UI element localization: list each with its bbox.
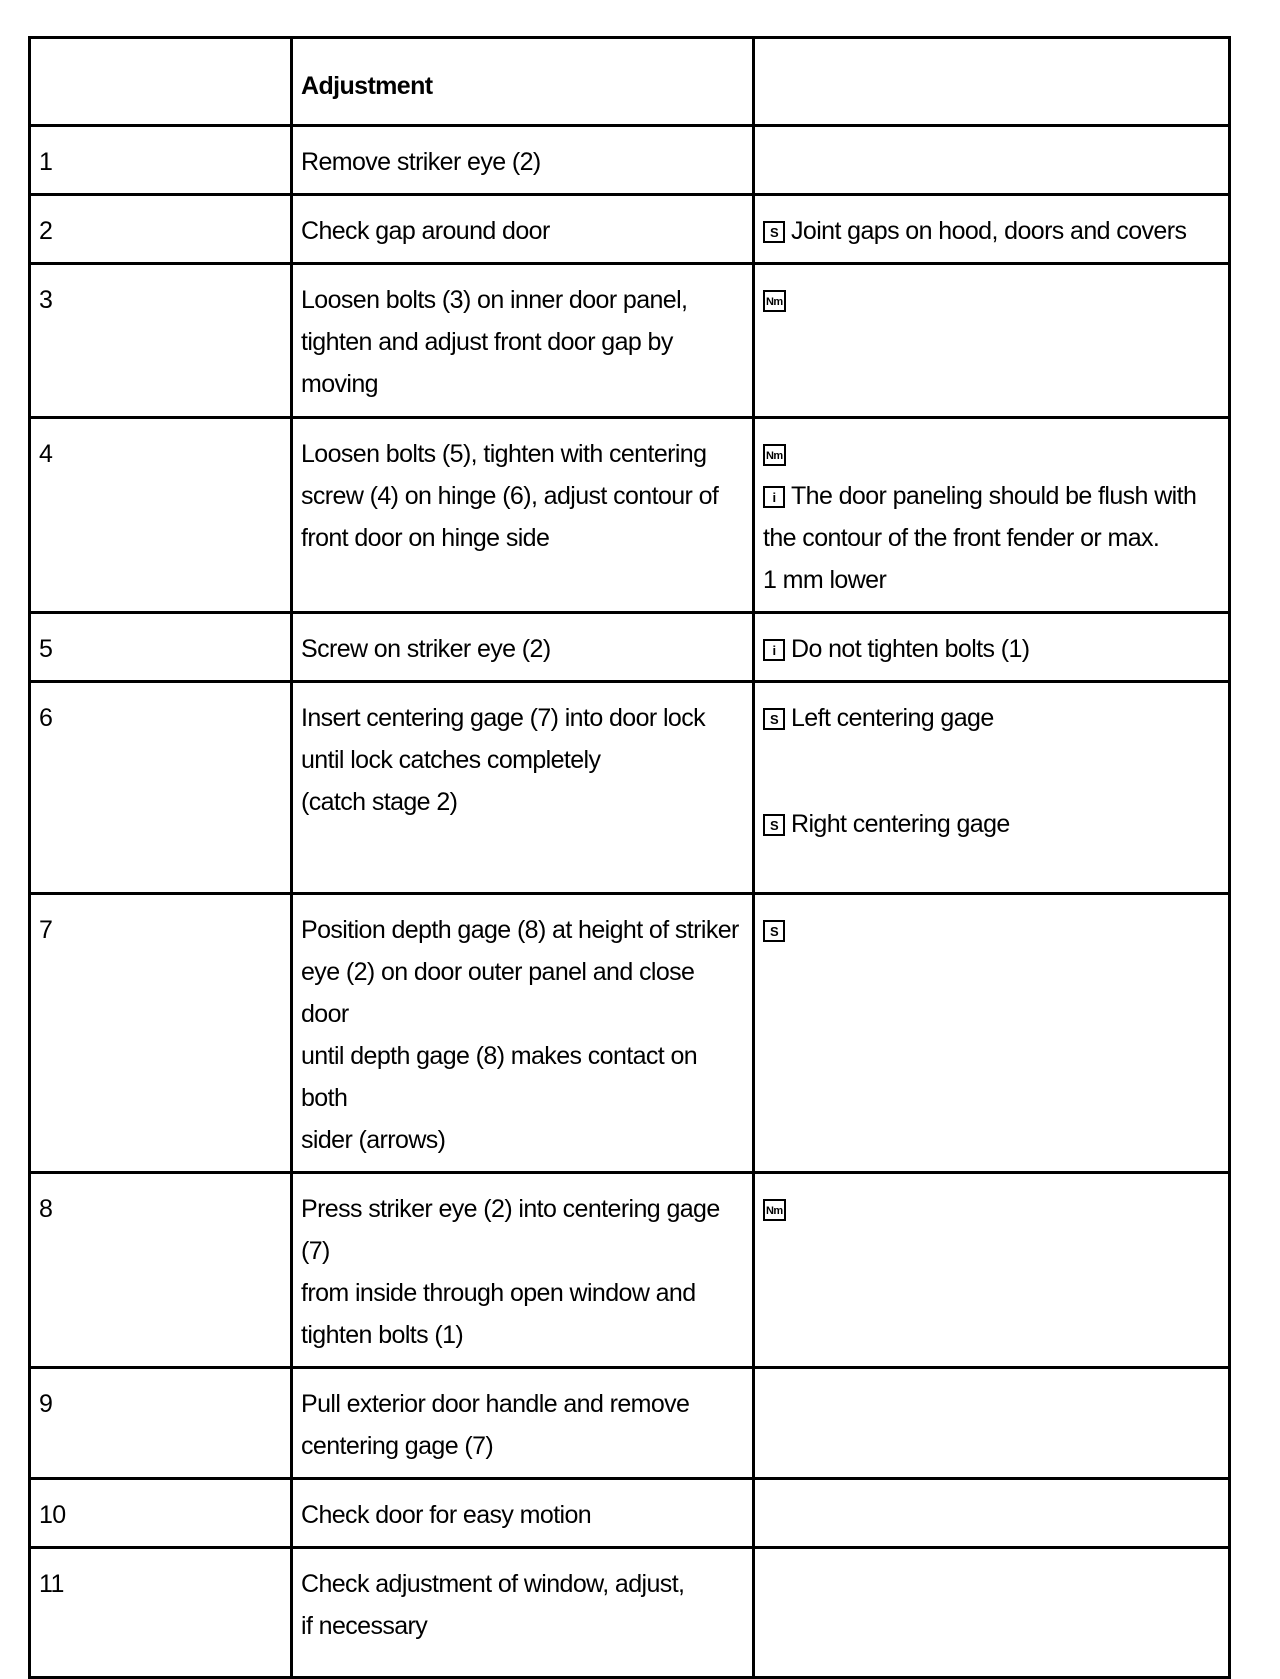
step-number-cell	[30, 195, 292, 264]
note-text: Joint gaps on hood, doors and covers	[791, 217, 1187, 245]
step-instruction-cell	[292, 1368, 754, 1479]
step-note-cell	[754, 1368, 1230, 1479]
step-instruction-line: from inside through open window and	[301, 1279, 696, 1307]
note-text: Do not tighten bolts (1)	[791, 635, 1030, 663]
step-number-cell	[30, 264, 292, 418]
step-instruction-line: (catch stage 2)	[301, 788, 458, 816]
step-note-cell	[754, 126, 1230, 195]
step-number-cell	[30, 1173, 292, 1368]
note-line	[763, 517, 1220, 559]
header-cell-number	[30, 38, 292, 126]
special-tool-icon: S	[763, 708, 785, 730]
step-instruction-line: Remove striker eye (2)	[301, 148, 541, 176]
step-instruction-cell	[292, 894, 754, 1173]
step-instruction-line: if necessary	[301, 1612, 428, 1640]
note-line	[763, 1188, 1220, 1230]
step-number-cell	[30, 682, 292, 894]
step-note-cell	[754, 264, 1230, 418]
step-note-cell	[754, 682, 1230, 894]
step-instruction-line: tighten bolts (1)	[301, 1321, 464, 1349]
torque-nm-icon: Nm	[763, 444, 786, 466]
step-instruction-line: Press striker eye (2) into centering gage (7)	[301, 1195, 720, 1265]
step-instruction-cell	[292, 195, 754, 264]
step-instruction-cell	[292, 613, 754, 682]
step-instruction-line: Loosen bolts (5), tighten with centering	[301, 440, 707, 468]
step-instruction-line: moving	[301, 370, 378, 398]
step-instruction-line: Check adjustment of window, adjust,	[301, 1570, 685, 1598]
step-note-cell	[754, 894, 1230, 1173]
step-note-cell	[754, 1548, 1230, 1678]
step-note-cell	[754, 195, 1230, 264]
step-instruction-cell	[292, 1173, 754, 1368]
note-line	[763, 803, 1220, 845]
step-number: 1	[39, 148, 53, 176]
note-line	[763, 909, 1220, 951]
special-tool-icon: S	[763, 920, 785, 942]
step-number: 3	[39, 286, 53, 314]
note-line	[763, 475, 1220, 517]
adjustment-table-sheet	[28, 36, 1228, 1679]
torque-nm-icon: Nm	[763, 1199, 786, 1221]
step-instruction-line: eye (2) on door outer panel and close door	[301, 958, 695, 1028]
step-instruction-line: until lock catches completely	[301, 746, 601, 774]
step-number-cell	[30, 1479, 292, 1548]
step-number: 9	[39, 1390, 53, 1418]
torque-nm-icon: Nm	[763, 290, 786, 312]
step-instruction-line: until depth gage (8) makes contact on both	[301, 1042, 698, 1112]
step-number: 5	[39, 635, 53, 663]
special-tool-icon: S	[763, 814, 785, 836]
step-number-cell	[30, 894, 292, 1173]
table-row	[30, 1479, 1230, 1548]
header-adjustment-label: Adjustment	[301, 72, 433, 100]
note-line	[763, 279, 1220, 321]
step-instruction-cell	[292, 682, 754, 894]
step-instruction-line: tighten and adjust front door gap by	[301, 328, 673, 356]
step-number: 4	[39, 440, 53, 468]
note-line	[763, 628, 1220, 670]
table-row	[30, 195, 1230, 264]
step-number-cell	[30, 1548, 292, 1678]
step-instruction-line: sider (arrows)	[301, 1126, 446, 1154]
note-text: The door paneling should be flush with	[791, 482, 1197, 510]
step-note-cell	[754, 613, 1230, 682]
step-number: 11	[39, 1570, 64, 1598]
note-spacer	[763, 739, 1220, 803]
table-row	[30, 126, 1230, 195]
step-instruction-cell	[292, 1548, 754, 1678]
step-instruction-line: Screw on striker eye (2)	[301, 635, 551, 663]
info-icon: i	[763, 486, 785, 508]
step-number-cell	[30, 613, 292, 682]
step-instruction-line: Loosen bolts (3) on inner door panel,	[301, 286, 688, 314]
note-line	[763, 559, 1220, 601]
step-instruction-cell	[292, 1479, 754, 1548]
step-instruction-line: centering gage (7)	[301, 1432, 494, 1460]
step-instruction-line: front door on hinge side	[301, 524, 550, 552]
step-number-cell	[30, 418, 292, 613]
step-number: 10	[39, 1501, 66, 1529]
table-row	[30, 1173, 1230, 1368]
step-instruction-cell	[292, 126, 754, 195]
table-row	[30, 264, 1230, 418]
step-instruction-line: Check door for easy motion	[301, 1501, 592, 1529]
info-icon: i	[763, 639, 785, 661]
table-row	[30, 894, 1230, 1173]
step-instruction-line: screw (4) on hinge (6), adjust contour of	[301, 482, 719, 510]
step-note-cell	[754, 418, 1230, 613]
step-instruction-line: Position depth gage (8) at height of striker	[301, 916, 739, 944]
note-text: Right centering gage	[791, 810, 1010, 838]
note-text: Left centering gage	[791, 704, 994, 732]
step-number-cell	[30, 1368, 292, 1479]
step-number: 8	[39, 1195, 53, 1223]
header-cell-adjustment	[292, 38, 754, 126]
note-line	[763, 433, 1220, 475]
step-instruction-line: Pull exterior door handle and remove	[301, 1390, 690, 1418]
adjustment-table	[28, 36, 1231, 1679]
header-cell-notes	[754, 38, 1230, 126]
step-instruction-line: Check gap around door	[301, 217, 550, 245]
table-row	[30, 613, 1230, 682]
step-instruction-line: Insert centering gage (7) into door lock	[301, 704, 706, 732]
step-instruction-cell	[292, 264, 754, 418]
note-line	[763, 697, 1220, 739]
table-header-row	[30, 38, 1230, 126]
step-number-cell	[30, 126, 292, 195]
step-instruction-cell	[292, 418, 754, 613]
table-row	[30, 418, 1230, 613]
special-tool-icon: S	[763, 221, 785, 243]
note-text: 1 mm lower	[763, 566, 887, 594]
step-number: 7	[39, 916, 53, 944]
step-note-cell	[754, 1173, 1230, 1368]
table-row	[30, 1368, 1230, 1479]
table-row	[30, 1548, 1230, 1678]
step-number: 2	[39, 217, 53, 245]
step-note-cell	[754, 1479, 1230, 1548]
note-line	[763, 210, 1220, 252]
table-row	[30, 682, 1230, 894]
note-text: the contour of the front fender or max.	[763, 524, 1160, 552]
step-number: 6	[39, 704, 53, 732]
